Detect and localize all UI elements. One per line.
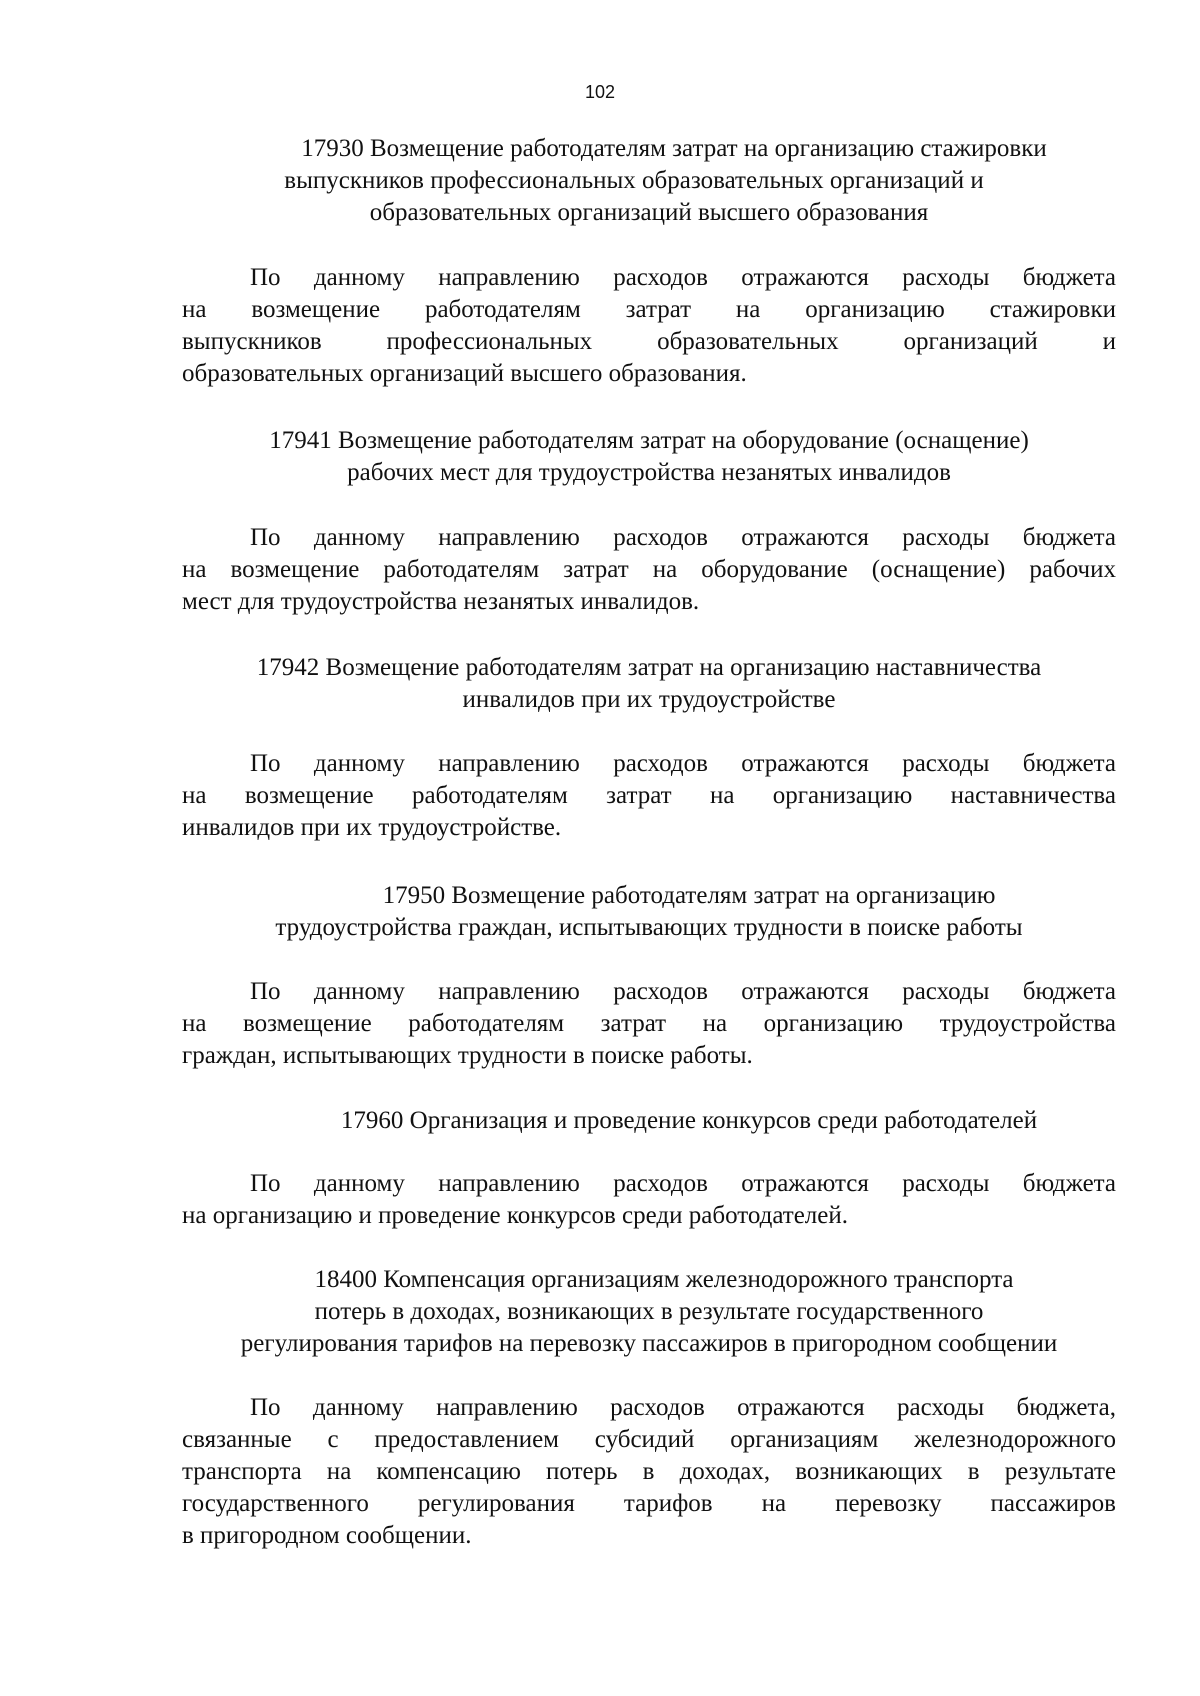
body-line: на возмещение работодателям затрат на организацию стажировки bbox=[182, 296, 1116, 323]
body-line: граждан, испытывающих трудности в поиске работы. bbox=[182, 1042, 753, 1069]
section-body-17960 bbox=[182, 1168, 1116, 1232]
section-heading-17942 bbox=[182, 652, 1116, 716]
section-heading-18400 bbox=[182, 1264, 1116, 1360]
body-line: на возмещение работодателям затрат на оборудование (оснащение) рабочих bbox=[182, 556, 1116, 583]
heading-line: 17942 Возмещение работодателям затрат на организацию наставничества bbox=[256, 654, 1042, 681]
body-line: По данному направлению расходов отражаются расходы бюджета bbox=[250, 1170, 1116, 1197]
heading-line: 18400 Компенсация организациям железнодорожного транспорта bbox=[314, 1266, 1014, 1293]
heading-line: потерь в доходах, возникающих в результате государственного bbox=[314, 1298, 984, 1325]
heading-line: регулирования тарифов на перевозку пассажиров в пригородном сообщении bbox=[240, 1330, 1058, 1357]
body-line: в пригородном сообщении. bbox=[182, 1522, 472, 1549]
section-body-18400 bbox=[182, 1392, 1116, 1552]
body-line: связанные с предоставлением субсидий организациям железнодорожного bbox=[182, 1426, 1116, 1453]
heading-line: 17950 Возмещение работодателям затрат на организацию bbox=[382, 882, 996, 909]
heading-line: 17930 Возмещение работодателям затрат на организацию стажировки bbox=[301, 135, 1047, 162]
section-heading-17941 bbox=[182, 425, 1116, 489]
body-line: образовательных организаций высшего образования. bbox=[182, 360, 747, 387]
section-heading-17950 bbox=[182, 880, 1116, 944]
section-body-17941 bbox=[182, 522, 1116, 618]
body-line: мест для трудоустройства незанятых инвалидов. bbox=[182, 588, 700, 615]
heading-line: 17960 Организация и проведение конкурсов среди работодателей bbox=[340, 1107, 1038, 1134]
body-line: инвалидов при их трудоустройстве. bbox=[182, 814, 562, 841]
body-line: По данному направлению расходов отражаются расходы бюджета bbox=[250, 264, 1116, 291]
heading-line: образовательных организаций высшего образования bbox=[369, 199, 929, 226]
heading-line: трудоустройства граждан, испытывающих трудности в поиске работы bbox=[275, 914, 1023, 941]
heading-line: 17941 Возмещение работодателям затрат на оборудование (оснащение) bbox=[269, 427, 1029, 454]
section-body-17930 bbox=[182, 262, 1116, 390]
section-body-17950 bbox=[182, 976, 1116, 1072]
section-heading-17930 bbox=[240, 133, 1108, 229]
body-line: государственного регулирования тарифов на перевозку пассажиров bbox=[182, 1490, 1116, 1517]
body-line: По данному направлению расходов отражаются расходы бюджета bbox=[250, 750, 1116, 777]
heading-line: инвалидов при их трудоустройстве bbox=[462, 686, 836, 713]
body-line: По данному направлению расходов отражаются расходы бюджета bbox=[250, 978, 1116, 1005]
body-line: на возмещение работодателям затрат на организацию трудоустройства bbox=[182, 1010, 1116, 1037]
heading-line: выпускников профессиональных образовательных организаций и bbox=[284, 167, 984, 194]
body-line: транспорта на компенсацию потерь в доходах, возникающих в результате bbox=[182, 1458, 1116, 1485]
body-line: По данному направлению расходов отражаются расходы бюджета bbox=[250, 524, 1116, 551]
body-line: на возмещение работодателям затрат на организацию наставничества bbox=[182, 782, 1116, 809]
body-line: По данному направлению расходов отражаются расходы бюджета, bbox=[250, 1394, 1116, 1421]
body-line: выпускников профессиональных образовательных организаций и bbox=[182, 328, 1116, 355]
heading-line: рабочих мест для трудоустройства незанятых инвалидов bbox=[347, 459, 951, 486]
page-number: 102 bbox=[584, 82, 616, 102]
body-line: на организацию и проведение конкурсов среди работодателей. bbox=[182, 1202, 849, 1229]
section-body-17942 bbox=[182, 748, 1116, 844]
section-heading-17960 bbox=[182, 1105, 1116, 1137]
